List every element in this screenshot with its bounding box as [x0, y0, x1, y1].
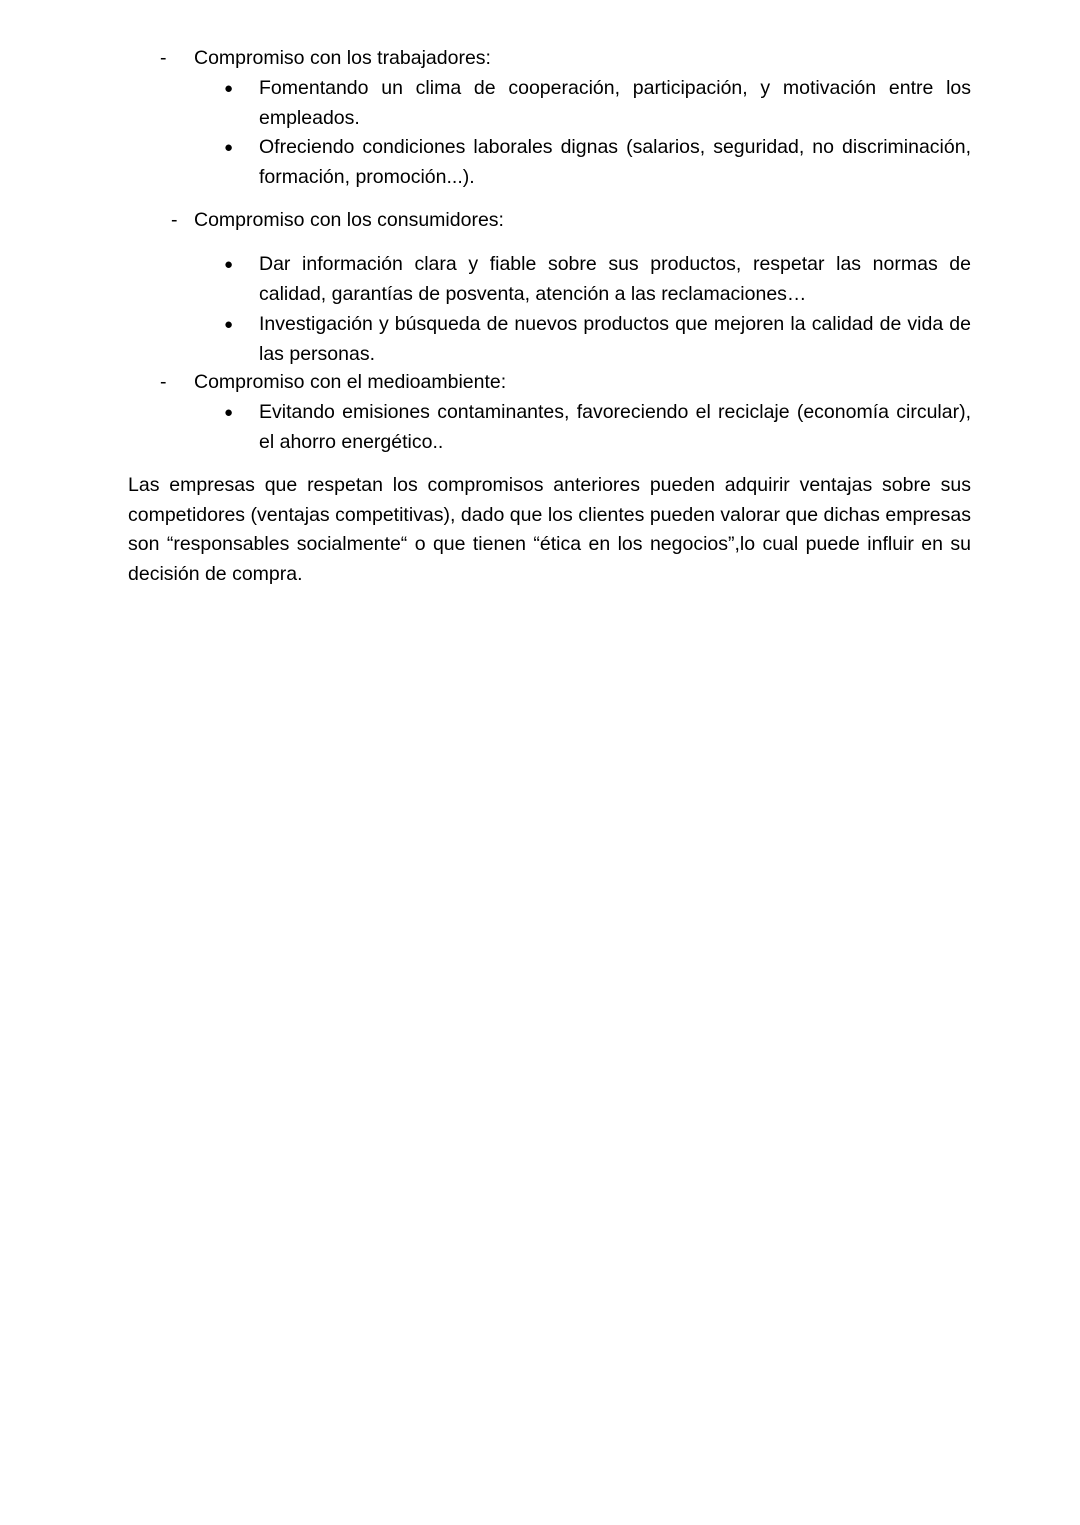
bullet-text: Fomentando un clima de cooperación, participación, y motivación entre los empleados.	[259, 77, 971, 129]
bullet-icon: ●	[224, 404, 234, 421]
dash-marker: -	[160, 47, 167, 69]
section-trabajadores	[0, 44, 1080, 74]
bullet-text: Dar información clara y fiable sobre sus productos, respetar las normas de calidad, garantías de posventa, atención a las reclamaciones…	[259, 253, 971, 305]
bullet-text: Ofreciendo condiciones laborales dignas (salarios, seguridad, no discriminación, formación, promoción...).	[259, 136, 971, 188]
section-consumidores	[0, 206, 1080, 236]
section-medioambiente	[0, 368, 1080, 398]
dash-marker: -	[171, 209, 178, 231]
conclusion-paragraph: Las empresas que respetan los compromisos anteriores pueden adquirir ventajas sobre sus competidores (ventajas competitivas), dado que los clientes pueden valorar que dichas empresas son “responsables socialmente“ o que tienen “ética en los negocios”,lo cual puede influir en su decisión de compra.	[128, 474, 971, 585]
bullet-text: Investigación y búsqueda de nuevos productos que mejoren la calidad de vida de las personas.	[259, 313, 971, 365]
bullet-icon: ●	[224, 316, 234, 333]
section-heading: Compromiso con el medioambiente:	[194, 371, 507, 393]
bullet-text: Evitando emisiones contaminantes, favoreciendo el reciclaje (economía circular), el ahorro energético..	[259, 401, 971, 453]
bullet-icon: ●	[224, 139, 234, 156]
dash-marker: -	[160, 371, 167, 393]
bullet-icon: ●	[224, 256, 234, 273]
section-heading: Compromiso con los consumidores:	[194, 209, 504, 231]
section-heading: Compromiso con los trabajadores:	[194, 47, 491, 69]
bullet-icon: ●	[224, 80, 234, 97]
